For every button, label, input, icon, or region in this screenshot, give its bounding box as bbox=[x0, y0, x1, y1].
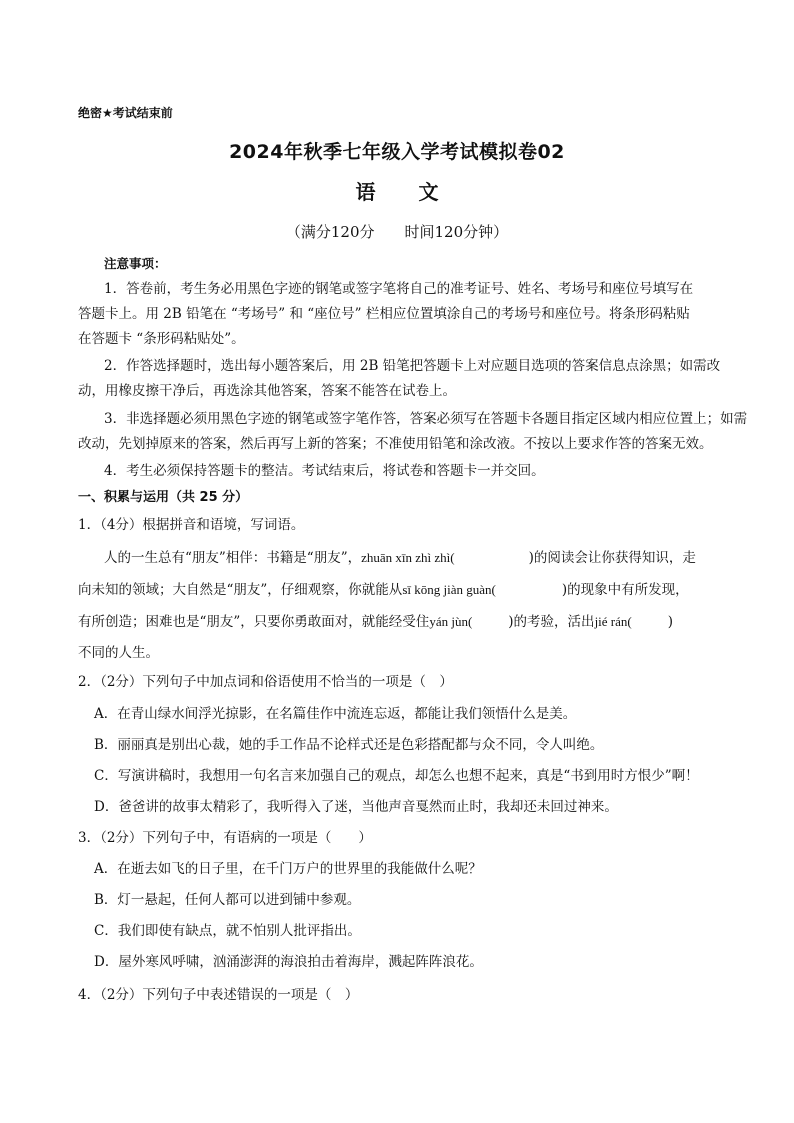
question-3-option-a[interactable]: A．在逝去如飞的日子里，在千门万户的世界里的我能做什么呢？ bbox=[94, 861, 482, 877]
question-1-line-3 bbox=[78, 612, 673, 632]
q1-text: )的阅读会让你获得知识，走 bbox=[528, 550, 696, 566]
notes-line: 2．作答选择题时，选出每小题答案后，用 2B 铅笔把答题卡上对应题目选项的答案信息点涂黑；如需改 bbox=[104, 358, 721, 374]
notes-line: 答题卡上。用 2B 铅笔在 “考场号” 和 “座位号” 栏相应位置填涂自己的考场号和座位号。将条形码粘贴 bbox=[78, 306, 690, 322]
notes-line: 改动，先划掉原来的答案，然后再写上新的答案；不准使用铅笔和涂改液。不按以上要求作答的答案无效。 bbox=[78, 436, 713, 452]
notes-heading: 注意事项： bbox=[104, 256, 167, 271]
notes-line: 3．非选择题必须用黑色字迹的钢笔或签字笔作答，答案必须写在答题卡各题目指定区域内相应位置上；如需 bbox=[104, 411, 748, 427]
question-3-option-c[interactable]: C．我们即使有缺点，就不怕别人批评指出。 bbox=[94, 923, 361, 939]
q1-pinyin-1: zhuān xīn zhì zhì( bbox=[361, 550, 455, 565]
subject-title: 语 文 bbox=[355, 180, 457, 204]
question-3-option-b[interactable]: B．灯一悬起，任何人都可以进到铺中参观。 bbox=[94, 892, 361, 908]
question-1-line-2 bbox=[78, 580, 689, 600]
question-2-option-d[interactable]: D．爸爸讲的故事太精彩了，我听得入了迷，当他声音戛然而止时，我却还未回过神来。 bbox=[94, 799, 618, 815]
q1-text: 有所创造；困难也是“朋友”，只要你勇敢面对，就能经受住 bbox=[78, 614, 430, 630]
confidential-label: 绝密★考试结束前 bbox=[78, 106, 173, 120]
q1-text: 人的一生总有“朋友”相伴：书籍是“朋友”， bbox=[104, 550, 362, 566]
q1-text: )的现象中有所发现， bbox=[561, 582, 689, 598]
q1-text: ) bbox=[667, 614, 674, 630]
question-1-line-4: 不同的人生。 bbox=[78, 645, 159, 661]
question-2-option-a[interactable]: A．在青山绿水间浮光掠影，在名篇佳作中流连忘返，都能让我们领悟什么是美。 bbox=[94, 706, 577, 722]
q1-text: )的考验，活出 bbox=[508, 614, 595, 630]
exam-title: 2024年秋季七年级入学考试模拟卷02 bbox=[229, 141, 565, 163]
question-4-stem: 4．（2分）下列句子中表述错误的一项是（ ） bbox=[78, 987, 359, 1003]
question-2-option-b[interactable]: B．丽丽真是别出心裁，她的手工作品不论样式还是色彩搭配都与众不同，令人叫绝。 bbox=[94, 737, 604, 753]
q1-pinyin-4: jié rán( bbox=[594, 614, 632, 629]
section-heading: 一、积累与运用（共 25 分） bbox=[78, 490, 249, 505]
question-2-stem: 2．（2分）下列句子中加点词和俗语使用不恰当的一项是（ ） bbox=[78, 674, 453, 690]
score-time-info: （满分120分 时间120分钟） bbox=[285, 223, 509, 241]
question-1-stem: 1．（4分）根据拼音和语境，写词语。 bbox=[78, 517, 305, 533]
q1-text: 向未知的领域；大自然是“朋友”，仔细观察，你就能从 bbox=[78, 582, 403, 598]
notes-line: 4．考生必须保持答题卡的整洁。考试结束后，将试卷和答题卡一并交回。 bbox=[104, 463, 545, 479]
question-3-option-d[interactable]: D．屋外寒风呼啸，汹涌澎湃的海浪拍击着海岸，溅起阵阵浪花。 bbox=[94, 954, 483, 970]
q1-pinyin-3: yán jùn( bbox=[429, 614, 473, 629]
question-2-option-c[interactable]: C．写演讲稿时，我想用一句名言来加强自己的观点，却怎么也想不起来，真是“书到用时方恨少”啊！ bbox=[94, 768, 699, 784]
notes-line: 1．答卷前，考生务必用黑色字迹的钢笔或签字笔将自己的准考证号、姓名、考场号和座位号填写在 bbox=[104, 281, 694, 297]
notes-line: 在答题卡 “条形码粘贴处”。 bbox=[78, 331, 245, 347]
question-3-stem: 3．（2分）下列句子中，有语病的一项是（ ） bbox=[78, 830, 372, 846]
q1-pinyin-2: sī kōng jiàn guàn( bbox=[402, 582, 496, 597]
notes-line: 动，用橡皮擦干净后，再选涂其他答案，答案不能答在试卷上。 bbox=[78, 383, 456, 399]
question-1-line-1 bbox=[104, 548, 696, 568]
